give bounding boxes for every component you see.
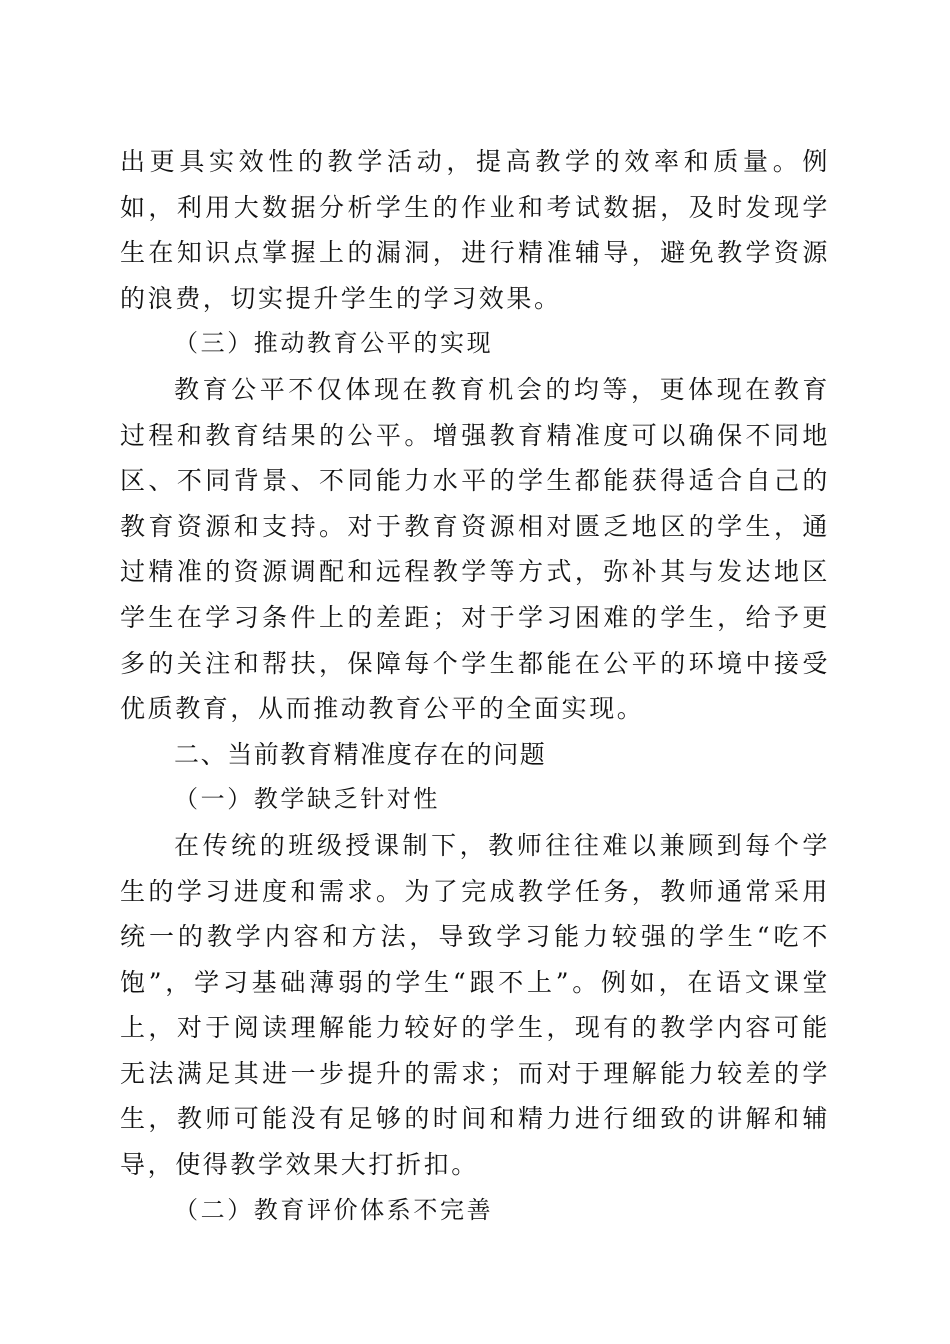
section-heading-current-problems: 二、当前教育精准度存在的问题 — [174, 739, 547, 769]
subheading-evaluation-system: （二）教育评价体系不完善 — [174, 1195, 494, 1224]
paragraph-education-equity: 教育公平不仅体现在教育机会的均等，更体现在教育过程和教育结果的公平。增强教育精准度可以确保不同地区、不同背景、不同能力水平的学生都能获得适合自己的教育资源和支持。对于教育资源相对匮乏地区的学生，通过精准的资源调配和远程教学等方式，弥补其与发达地区学生在学习条件上的差距；对于学习困难的学生，给予更多的关注和帮扶，保障每个学生都能在公平的环境中接受优质教育，从而推动教育公平的全面实现。 — [120, 374, 830, 724]
subheading-lack-of-targeting: （一）教学缺乏针对性 — [174, 785, 440, 814]
document-page — [120, 139, 830, 1233]
subheading-education-equity: （三）推动教育公平的实现 — [174, 329, 494, 358]
paragraph-lack-of-targeting: 在传统的班级授课制下，教师往往难以兼顾到每个学生的学习进度和需求。为了完成教学任务，教师通常采用统一的教学内容和方法，导致学习能力较强的学生“吃不饱”，学习基础薄弱的学生“跟不上”。例如，在语文课堂上，对于阅读理解能力较好的学生，现有的教学内容可能无法满足其进一步提升的需求；而对于理解能力较差的学生，教师可能没有足够的时间和精力进行细致的讲解和辅导，使得教学效果大打折扣。 — [120, 830, 830, 1180]
paragraph-teaching-efficiency: 出更具实效性的教学活动，提高教学的效率和质量。例如，利用大数据分析学生的作业和考试数据，及时发现学生在知识点掌握上的漏洞，进行精准辅导，避免教学资源的浪费，切实提升学生的学习效果。 — [120, 147, 830, 313]
